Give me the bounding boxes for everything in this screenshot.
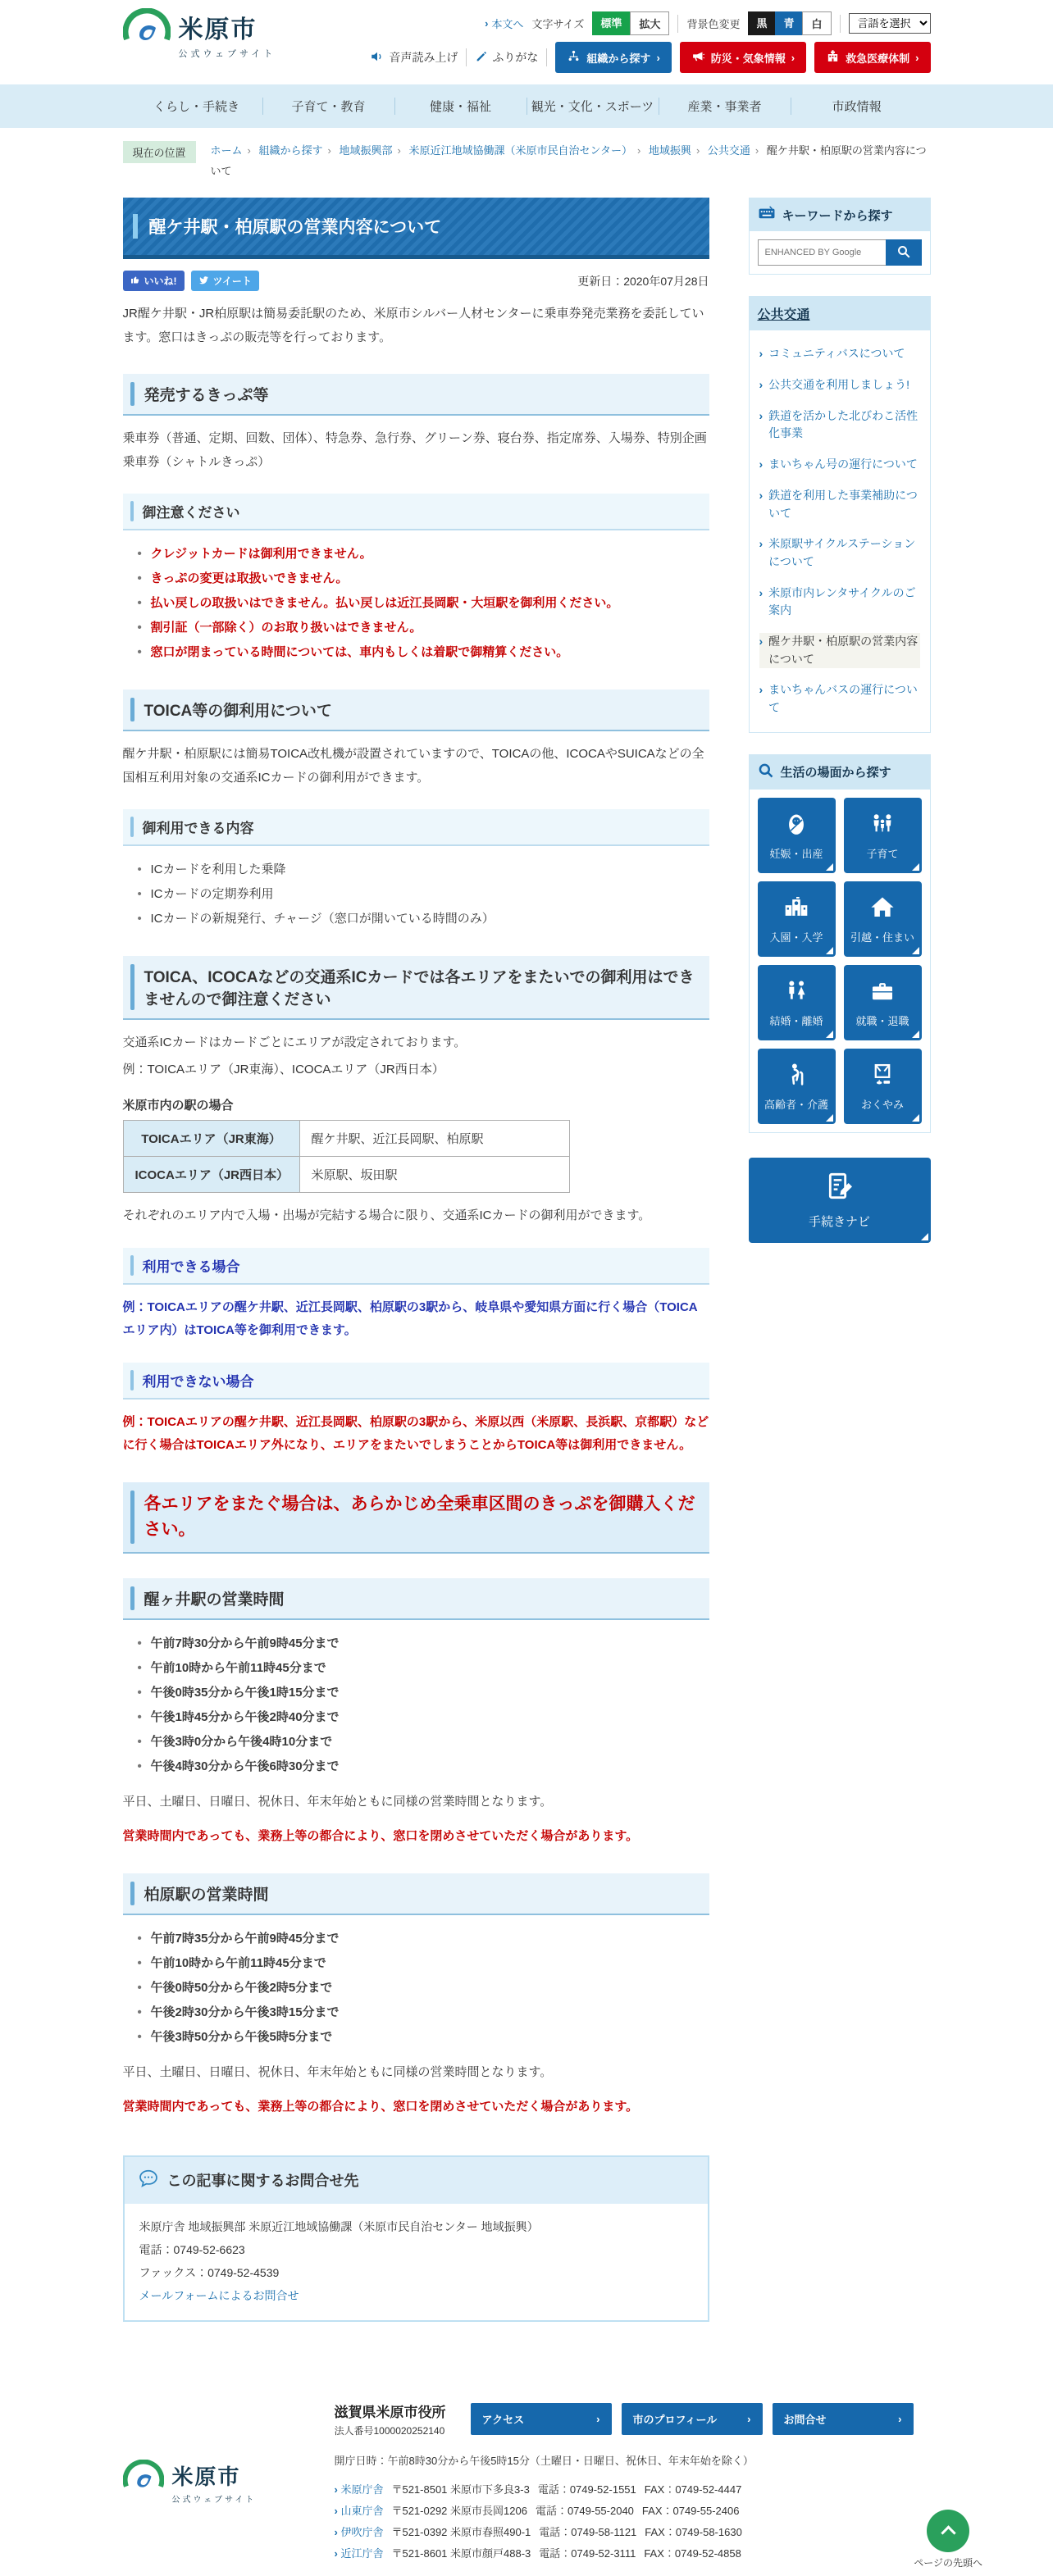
footer-site-name: 米原市 bbox=[171, 2464, 241, 2489]
caution-list bbox=[136, 542, 709, 665]
heading-ic-contents: 御利用できる内容 bbox=[123, 809, 709, 846]
search-icon bbox=[896, 244, 911, 262]
office-link-santo[interactable]: › 山東庁舎 bbox=[335, 2501, 384, 2522]
breadcrumb-koutsu[interactable]: 公共交通 bbox=[707, 144, 750, 157]
heading-alert: 各エリアをまたぐ場合は、あらかじめ全乗車区間のきっぷを御購入ください。 bbox=[123, 1482, 709, 1554]
house-icon bbox=[868, 894, 896, 924]
table-row bbox=[123, 1121, 569, 1157]
office-link-ibuki[interactable]: › 伊吹庁舎 bbox=[335, 2522, 384, 2543]
tweet-button[interactable]: ツイート bbox=[191, 271, 259, 291]
tile-marriage-divorce[interactable]: 結婚・離婚 bbox=[758, 965, 836, 1040]
breadcrumb: 現在の位置 ホーム › 組織から探す › 地域振興部 › 米原近江地域協働課（米原市民自治センター） › 地域振興 › 公共交通 › 醒ケ井駅・柏原駅の営業内容について bbox=[123, 128, 931, 189]
ic-item: • ICカードを利用した乗降 bbox=[136, 858, 709, 882]
city-logo-icon bbox=[123, 8, 171, 60]
nav-kurashi[interactable]: くらし・手続き bbox=[153, 100, 239, 114]
area-cell: ICOCAエリア（JR西日本） bbox=[123, 1157, 299, 1193]
main-navigation bbox=[0, 84, 1053, 128]
sidebar-item-cycle-station[interactable]: › 米原駅サイクルステーションについて bbox=[759, 535, 920, 571]
furigana-link[interactable]: ふりがな bbox=[475, 49, 538, 66]
keyword-search-heading: キーワードから探す bbox=[782, 208, 893, 223]
area-body2: 例：TOICAエリア（JR東海）、ICOCAエリア（JR西日本） bbox=[122, 1062, 444, 1076]
breadcrumb-current: 醒ケ井駅・柏原駅の営業内容について bbox=[210, 144, 927, 177]
document-pencil-icon bbox=[823, 1170, 856, 1206]
heading-caution: 御注意ください bbox=[123, 494, 709, 530]
caution-item: • きっぷの変更は取扱いできません。 bbox=[136, 567, 709, 591]
footer-site-subtitle: 公式ウェブサイト bbox=[171, 2495, 257, 2505]
life-scene-panel bbox=[749, 754, 931, 1133]
breadcrumb-label: 現在の位置 bbox=[123, 141, 196, 163]
speech-readout-link[interactable]: 音声読み上げ bbox=[370, 49, 458, 66]
footer-logo[interactable] bbox=[123, 2401, 312, 2565]
footer-profile-button[interactable]: 市のプロフィール › bbox=[622, 2403, 763, 2435]
contact-fax: ファックス：0749-52-4539 bbox=[139, 2265, 280, 2279]
header-utilities bbox=[370, 8, 930, 73]
keyword-search-panel bbox=[749, 198, 931, 275]
org-chart-icon bbox=[567, 49, 581, 66]
samegai-warning: 営業時間内であっても、業務上等の都合により、窓口を閉めさせていただく場合があります。 bbox=[122, 1829, 639, 1844]
funeral-altar-icon bbox=[868, 1061, 896, 1091]
heading-usable: 利用できる場合 bbox=[123, 1248, 709, 1285]
tile-pregnancy-birth[interactable]: 妊娠・出産 bbox=[758, 798, 836, 873]
back-to-top-label: ページの先頭へ bbox=[914, 2556, 982, 2569]
city-logo-icon bbox=[123, 2460, 164, 2505]
hours-item: • 午後2時30分から午後3時15分まで bbox=[136, 2000, 709, 2025]
corporate-number: 法人番号1000020252140 bbox=[334, 2424, 445, 2437]
office-link-maibara[interactable]: › 米原庁舎 bbox=[335, 2479, 384, 2501]
kashiwabara-note: 平日、土曜日、日曜日、祝休日、年末年始ともに同様の営業時間となります。 bbox=[122, 2064, 553, 2079]
chevron-up-icon bbox=[941, 2526, 955, 2541]
briefcase-icon bbox=[868, 977, 896, 1008]
megaphone-icon bbox=[691, 49, 705, 66]
heading-not-usable: 利用できない場合 bbox=[123, 1363, 709, 1400]
hours-item: • 午後3時0分から午後4時10分まで bbox=[136, 1730, 709, 1755]
contact-box bbox=[123, 2155, 709, 2322]
sidebar-item-community-bus[interactable]: › コミュニティバスについて bbox=[759, 345, 920, 363]
pencil-icon bbox=[475, 50, 488, 66]
site-name: 米原市 bbox=[178, 16, 258, 43]
bg-blue-button[interactable]: 青 bbox=[775, 11, 802, 35]
office-list bbox=[335, 2479, 931, 2565]
hospital-icon bbox=[826, 49, 840, 66]
ic-item: • ICカードの定期券利用 bbox=[136, 882, 709, 907]
ic-item: • ICカードの新規発行、チャージ（窓口が開いている時間のみ） bbox=[136, 907, 709, 931]
office-link-omi[interactable]: › 近江庁舎 bbox=[335, 2543, 384, 2565]
family-icon bbox=[868, 810, 896, 840]
hours-item: • 午後0時35分から午後1時15分まで bbox=[136, 1681, 709, 1705]
sidebar bbox=[749, 198, 931, 1242]
hours-item: • 午前10時から午前11時45分まで bbox=[136, 1656, 709, 1681]
contact-heading: この記事に関するお問合せ先 bbox=[166, 2173, 359, 2190]
hours-item: • 午前7時35分から午前9時45分まで bbox=[136, 1927, 709, 1951]
facebook-like-button[interactable]: いいね! bbox=[123, 271, 185, 291]
site-header bbox=[0, 0, 1053, 80]
heading-tickets: 発売するきっぷ等 bbox=[123, 374, 709, 416]
skip-to-content-link[interactable]: › 本文へ bbox=[485, 17, 524, 30]
sidebar-item-maichan-bus[interactable]: › まいちゃんバスの運行について bbox=[759, 681, 920, 717]
breadcrumb-home[interactable]: ホーム bbox=[210, 144, 243, 157]
site-logo[interactable] bbox=[123, 8, 276, 60]
tile-condolence[interactable]: おくやみ bbox=[844, 1049, 922, 1124]
category-panel bbox=[749, 296, 931, 732]
hours-item: • 午後0時50分から午後2時5分まで bbox=[136, 1976, 709, 2000]
disaster-info-button[interactable]: 防災・気象情報 › bbox=[680, 42, 806, 73]
office-hours: 開庁日時：午前8時30分から午後5時15分（土曜日・日曜日、祝休日、年末年始を除く） bbox=[334, 2454, 754, 2467]
breadcrumb-org[interactable]: 組織から探す bbox=[258, 144, 323, 157]
back-to-top-button[interactable] bbox=[927, 2510, 969, 2552]
page-title: 醒ケ井駅・柏原駅の営業内容について bbox=[123, 198, 709, 259]
font-standard-button[interactable]: 標準 bbox=[592, 11, 630, 35]
office-row: › 近江庁舎 〒521-8601 米原市顔戸488-3 電話：0749-52-3111 FAX：0749-52-4858 bbox=[335, 2543, 931, 2565]
site-footer bbox=[0, 2379, 1053, 2576]
tile-moving-housing[interactable]: 引越・住まい bbox=[844, 881, 922, 957]
baby-icon bbox=[782, 810, 810, 840]
samegai-hours-list bbox=[136, 1632, 709, 1779]
life-scene-heading: 生活の場面から探す bbox=[780, 766, 891, 781]
stations-cell: 米原駅、坂田駅 bbox=[299, 1157, 569, 1193]
contact-mail-form-link[interactable]: メールフォームによるお問合せ bbox=[139, 2288, 299, 2302]
nav-kankou[interactable]: 観光・文化・スポーツ bbox=[531, 100, 654, 114]
caution-item: • クレジットカードは御利用できません。 bbox=[136, 542, 709, 567]
area-body1: 交通系ICカードはカードごとにエリアが設定されております。 bbox=[122, 1035, 467, 1050]
back-to-top bbox=[914, 2510, 982, 2569]
nav-sangyou[interactable]: 産業・事業者 bbox=[687, 100, 762, 114]
sidebar-item-use-public-transport[interactable]: › 公共交通を利用しましょう! bbox=[759, 376, 920, 394]
thumbs-up-icon bbox=[130, 275, 140, 287]
kashiwabara-hours-list bbox=[136, 1927, 709, 2050]
article bbox=[123, 198, 709, 2322]
sidebar-item-rentacycle[interactable]: › 米原市内レンタサイクルのご案内 bbox=[759, 585, 920, 620]
tile-employment-retirement[interactable]: 就職・退職 bbox=[844, 965, 922, 1040]
not-usable-body: 例：TOICAエリアの醒ケ井駅、近江長岡駅、柏原駅の3駅から、米原以西（米原駅、長浜駅、京都駅）などに行く場合はTOICAエリア外になり、エリアをまたいでしまうことからTOICA等は御利用できません。 bbox=[122, 1414, 709, 1453]
stations-cell: 醒ケ井駅、近江長岡駅、柏原駅 bbox=[299, 1121, 569, 1157]
category-heading: 公共交通 bbox=[757, 308, 810, 323]
caution-item: • 窓口が閉まっている時間については、車内もしくは着駅で御精算ください。 bbox=[136, 640, 709, 665]
language-select[interactable] bbox=[849, 13, 931, 34]
caution-item: • 払い戻しの取扱いはできません。払い戻しは近江長岡駅・大垣駅を御利用ください。 bbox=[136, 591, 709, 616]
sidebar-item-maichan-go[interactable]: › まいちゃん号の運行について bbox=[759, 456, 920, 474]
breadcrumb-dept[interactable]: 地域振興部 bbox=[339, 144, 393, 157]
sidebar-item-kitabiwako[interactable]: › 鉄道を活かした北びわこ活性化事業 bbox=[759, 407, 920, 443]
toica-body: 醒ケ井駅・柏原駅には簡易TOICA改札機が設置されていますので、TOICAの他、ICOCAやSUICAなどの全国相互利用対象の交通系ICカードの御利用ができます。 bbox=[122, 747, 704, 785]
twitter-bird-icon bbox=[198, 275, 209, 288]
speaker-icon bbox=[370, 49, 385, 66]
contact-office: 米原庁舎 地域振興部 米原近江地域協働課（米原市民自治センター 地域振興） bbox=[139, 2219, 539, 2233]
area-body3: それぞれのエリア内で入場・出場が完結する場合に限り、交通系ICカードの御利用ができます。 bbox=[122, 1208, 651, 1223]
font-large-button[interactable]: 拡大 bbox=[630, 11, 669, 35]
tile-child-rearing[interactable]: 子育て bbox=[844, 798, 922, 873]
sidebar-item-samegai-kashiwabara-current[interactable]: › 醒ケ井駅・柏原駅の営業内容について bbox=[759, 633, 920, 668]
nav-kosodate[interactable]: 子育て・教育 bbox=[291, 100, 366, 114]
heading-toica: TOICA等の御利用について bbox=[123, 690, 709, 731]
office-row: › 伊吹庁舎 〒521-0392 米原市春照490-1 電話：0749-58-1121 FAX：0749-58-1630 bbox=[335, 2522, 931, 2543]
breadcrumb-chiiki[interactable]: 地域振興 bbox=[648, 144, 691, 157]
procedure-navi-button[interactable] bbox=[749, 1158, 931, 1243]
site-subtitle: 公式ウェブサイト bbox=[178, 48, 276, 59]
office-row: › 山東庁舎 〒521-0292 米原市長岡1206 電話：0749-55-2040 FAX：0749-55-2406 bbox=[335, 2501, 931, 2522]
hours-item: • 午後1時45分から午後2時40分まで bbox=[136, 1705, 709, 1730]
font-size-label: 文字サイズ bbox=[531, 18, 585, 30]
bg-black-button[interactable]: 黒 bbox=[748, 11, 775, 35]
table-caption: 米原市内の駅の場合 bbox=[122, 1099, 234, 1113]
nav-shisei[interactable]: 市政情報 bbox=[832, 100, 882, 114]
area-cell: TOICAエリア（JR東海） bbox=[123, 1121, 299, 1157]
city-hall-name: 滋賀県米原市役所 bbox=[334, 2404, 446, 2420]
intro-paragraph: JR醒ケ井駅・JR柏原駅は簡易委託駅のため、米原市シルバー人材センターに乗車券発売業務を委託しています。窓口はきっぷの販売等を行っております。 bbox=[122, 307, 704, 344]
emergency-medical-button[interactable]: 救急医療体制 › bbox=[814, 42, 930, 73]
bg-change-label: 背景色変更 bbox=[686, 18, 741, 30]
hours-item: • 午前7時30分から午前9時45分まで bbox=[136, 1632, 709, 1656]
hours-item: • 午後3時50分から午後5時5分まで bbox=[136, 2025, 709, 2050]
magnifier-icon bbox=[758, 762, 774, 782]
heading-area-notice: TOICA、ICOCAなどの交通系ICカードでは各エリアをまたいでの御利用はできませんので御注意ください bbox=[123, 956, 709, 1020]
org-search-button[interactable]: 組織から探す › bbox=[555, 42, 671, 73]
heading-kashiwabara-hours: 柏原駅の営業時間 bbox=[123, 1873, 709, 1915]
hours-item: • 午後4時30分から午後6時30分まで bbox=[136, 1755, 709, 1779]
category-list bbox=[750, 330, 930, 731]
tile-elderly-care[interactable]: 高齢者・介護 bbox=[758, 1049, 836, 1124]
updated-date: 更新日：2020年07月28日 bbox=[577, 274, 709, 288]
hours-item: • 午前10時から午前11時45分まで bbox=[136, 1951, 709, 1976]
caution-item: • 割引証（一部除く）のお取り扱いはできません。 bbox=[136, 616, 709, 640]
sidebar-item-rail-subsidy[interactable]: › 鉄道を利用した事業補助について bbox=[759, 487, 920, 522]
keyboard-icon bbox=[758, 206, 776, 224]
usable-body: 例：TOICAエリアの醒ケ井駅、近江長岡駅、柏原駅の3駅から、岐阜県や愛知県方面に行く場合（TOICAエリア内）はTOICA等を御利用できます。 bbox=[122, 1299, 698, 1338]
search-input[interactable] bbox=[758, 239, 886, 266]
samegai-note: 平日、土曜日、日曜日、祝休日、年末年始ともに同様の営業時間となります。 bbox=[122, 1794, 553, 1809]
tickets-body: 乗車券（普通、定期、回数、団体）、特急券、急行券、グリーン券、寝台券、指定席券、入場券、特別企画乗車券（シャトルきっぷ） bbox=[122, 431, 707, 469]
couple-icon bbox=[782, 977, 810, 1008]
school-icon bbox=[782, 894, 810, 924]
footer-contact-button[interactable]: お問合せ › bbox=[773, 2403, 914, 2435]
contact-tel: 電話：0749-52-6623 bbox=[139, 2242, 245, 2256]
bg-white-button[interactable]: 白 bbox=[802, 11, 831, 35]
heading-samegai-hours: 醒ヶ井駅の営業時間 bbox=[123, 1578, 709, 1620]
table-row bbox=[123, 1157, 569, 1193]
search-button[interactable] bbox=[886, 239, 922, 266]
procedure-navi-label: 手続きナビ bbox=[808, 1215, 870, 1230]
area-table bbox=[123, 1120, 570, 1193]
kashiwabara-warning: 営業時間内であっても、業務上等の都合により、窓口を閉めさせていただく場合があります。 bbox=[122, 2100, 639, 2114]
ic-contents-list bbox=[136, 858, 709, 931]
breadcrumb-division[interactable]: 米原近江地域協働課（米原市民自治センター） bbox=[408, 144, 632, 157]
tile-school-entry[interactable]: 入園・入学 bbox=[758, 881, 836, 957]
speech-bubble-icon bbox=[138, 2168, 159, 2193]
footer-access-button[interactable]: アクセス › bbox=[471, 2403, 612, 2435]
elderly-cane-icon bbox=[782, 1061, 810, 1091]
office-row: › 米原庁舎 〒521-8501 米原市下多良3-3 電話：0749-52-1551 FAX：0749-52-4447 bbox=[335, 2479, 931, 2501]
nav-kenkou[interactable]: 健康・福祉 bbox=[429, 100, 491, 114]
